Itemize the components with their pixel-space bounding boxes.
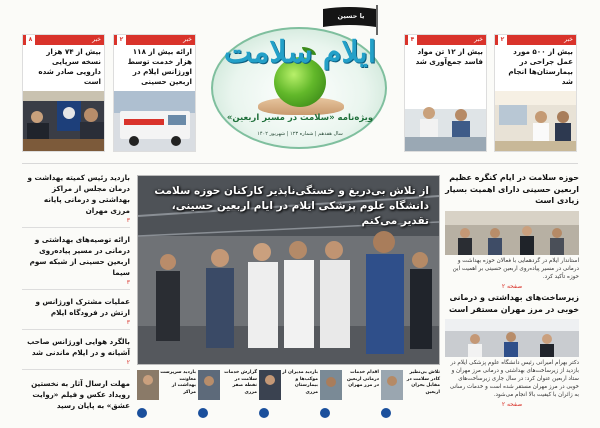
right-story-photo: [445, 319, 579, 357]
left-news-item[interactable]: [22, 234, 130, 290]
right-story-page: صفحه ۲: [501, 401, 523, 408]
right-story-body: استاندار ایلام در گردهمایی با فعالان حوزه بهداشت و درمانی در مسیر پیاده‌روی اربعین حسینی بر اهمیت این حوزه تأکید کرد.: [452, 257, 579, 280]
left-news-page: ۲: [126, 359, 130, 366]
thumb-photo: [198, 370, 220, 400]
teaser-title: ارائه بیش از ۱۱۸ هزار خدمت توسط اورژانس ایلام در اربعین حسینی: [127, 47, 192, 86]
section-divider: [22, 163, 578, 164]
thumb-title: بازدید سرپرست معاونت بهداشت از مراکز: [160, 370, 196, 395]
left-news-title: عملیات مشترک اورژانس و ارتش در فرودگاه ایلام: [35, 297, 130, 317]
divider: [22, 329, 130, 330]
right-story-body: دکتر بهرام امیرانی رئیس دانشگاه علوم پزشکی ایلام در بازدید از زیرساخت‌های بهداشتی و درمانی مرز مهران و ستاد اربعین عنوان کرد: در سال جاری زیرساخت‌های خوبی در مرز مهران مستقر شده است و خدمات رسانی به زائران با کیفیت بالا انجام می‌شود.: [449, 360, 579, 398]
publication-dateline: سال هفدهم | شماره ۱۲۳ | شهریور ۱۴۰۲: [257, 131, 343, 137]
thumb-story[interactable]: [198, 370, 257, 418]
right-story-headline: حوزه سلامت در ایام کنگره عظیم اربعین حسینی دارای اهمیت بسیار زیادی است: [445, 173, 579, 205]
thumb-story[interactable]: [137, 370, 196, 418]
left-news-column: [22, 172, 130, 422]
left-news-title: ارائه توصیه‌های بهداشتی و درمانی در مسیر پیاده‌روی اربعین حسینی از شبکه سوم سیما: [29, 235, 130, 277]
teaser-surgeries[interactable]: [494, 34, 577, 152]
teaser-prescriptions[interactable]: [22, 34, 105, 152]
teaser-tag: خبر: [114, 35, 195, 45]
teaser-tag: خبر: [495, 35, 576, 45]
teaser-page-number: ۲: [117, 35, 126, 45]
teaser-title: بیش از ۷۴ هزار نسخه سرپایی دارویی صادر شده است: [38, 47, 101, 86]
university-logo-icon: [259, 408, 269, 418]
divider: [22, 369, 130, 370]
divider: [22, 289, 130, 290]
university-logo-icon: [137, 408, 147, 418]
teaser-photo-hospital: [495, 91, 577, 151]
teaser-page-number: ۴: [408, 35, 417, 45]
teaser-photo-inspection: [405, 91, 487, 151]
masthead-logo: [203, 5, 397, 155]
left-news-page: ۳: [126, 279, 130, 286]
university-logo-icon: [198, 408, 208, 418]
teaser-title: بیش از ۱۲ تن مواد فاسد جمع‌آوری شد: [415, 47, 483, 66]
flag-text: یا حسین: [337, 12, 365, 20]
university-logo-icon: [320, 408, 330, 418]
thumb-photo: [381, 370, 403, 400]
left-news-item[interactable]: [22, 336, 130, 370]
teaser-tag: خبر: [23, 35, 104, 45]
black-flag-icon: [321, 5, 379, 35]
right-story-headline: زیرساخت‌های بهداشتی و درمانی خوبی در مرز مهران مستقر است: [448, 293, 579, 314]
left-news-page: ۳: [126, 217, 130, 224]
teaser-page-number: ۲: [498, 35, 507, 45]
thumb-photo: [320, 370, 342, 400]
right-story-1[interactable]: [445, 172, 579, 290]
left-news-title: بازدید رئیس کمیته بهداشت و درمان مجلس از مراکز بهداشتی و درمانی پایانه مرزی مهران: [27, 173, 130, 215]
thumb-photo: [259, 370, 281, 400]
thumb-title: بازدید مدیران از موکب‌ها و بیمارستان مرزی: [282, 370, 318, 395]
thumb-title: اقدام خدمات درمانی اربعین در مرز مهران: [346, 370, 379, 388]
left-news-title: بالگرد هوایی اورژانس صاحب آشیانه و در ایلام ماندنی شد: [27, 337, 130, 357]
left-news-page: ۳: [126, 319, 130, 326]
right-news-column: [445, 172, 579, 422]
divider: [22, 227, 130, 228]
university-logo-icon: [381, 408, 391, 418]
teaser-photo-ambulance: [114, 91, 196, 151]
left-news-item[interactable]: [22, 378, 130, 411]
right-story-2[interactable]: [445, 292, 579, 408]
thumb-story[interactable]: [259, 370, 318, 418]
publication-title: ایلام سلامت: [223, 35, 377, 70]
teaser-emergency[interactable]: [113, 34, 196, 152]
teaser-photo-officials: [23, 91, 105, 151]
teaser-title: بیش از ۵۰۰ مورد عمل جراحی در بیمارستان‌ها انجام شد: [508, 47, 573, 86]
thumb-story[interactable]: [320, 370, 379, 418]
main-story[interactable]: [137, 175, 440, 365]
teaser-spoiled-food[interactable]: [404, 34, 487, 152]
teaser-page-number: ۸: [26, 35, 35, 45]
thumbnail-strip: [137, 370, 440, 418]
teaser-tag: خبر: [405, 35, 486, 45]
thumb-story[interactable]: [381, 370, 440, 418]
left-news-title: مهلت ارسال آثار به نخستین رویداد عکس و فیلم «روایت عشق» به پایان رسید: [31, 379, 130, 410]
thumb-photo: [137, 370, 159, 400]
right-story-photo: [445, 211, 579, 255]
thumb-title: گزارش خدمات سلامت در نقطه صفر مرزی: [224, 370, 257, 395]
left-news-item[interactable]: [22, 296, 130, 330]
right-story-page: صفحه ۲: [501, 282, 523, 290]
thumb-title: تلاش بی‌نظیر کادر سلامت در مقابل بحران اربعین: [406, 370, 440, 395]
main-headline: از تلاش بی‌دریغ و خستگی‌ناپذیر کارکنان حوزه سلامت دانشگاه علوم پزشکی ایلام در ایام اربعین حسینی، تقدیر می‌کنم: [154, 185, 429, 227]
left-news-item[interactable]: [22, 172, 130, 228]
publication-subtitle: ویژه‌نامه «سلامت در مسیر اربعین»: [226, 113, 374, 123]
